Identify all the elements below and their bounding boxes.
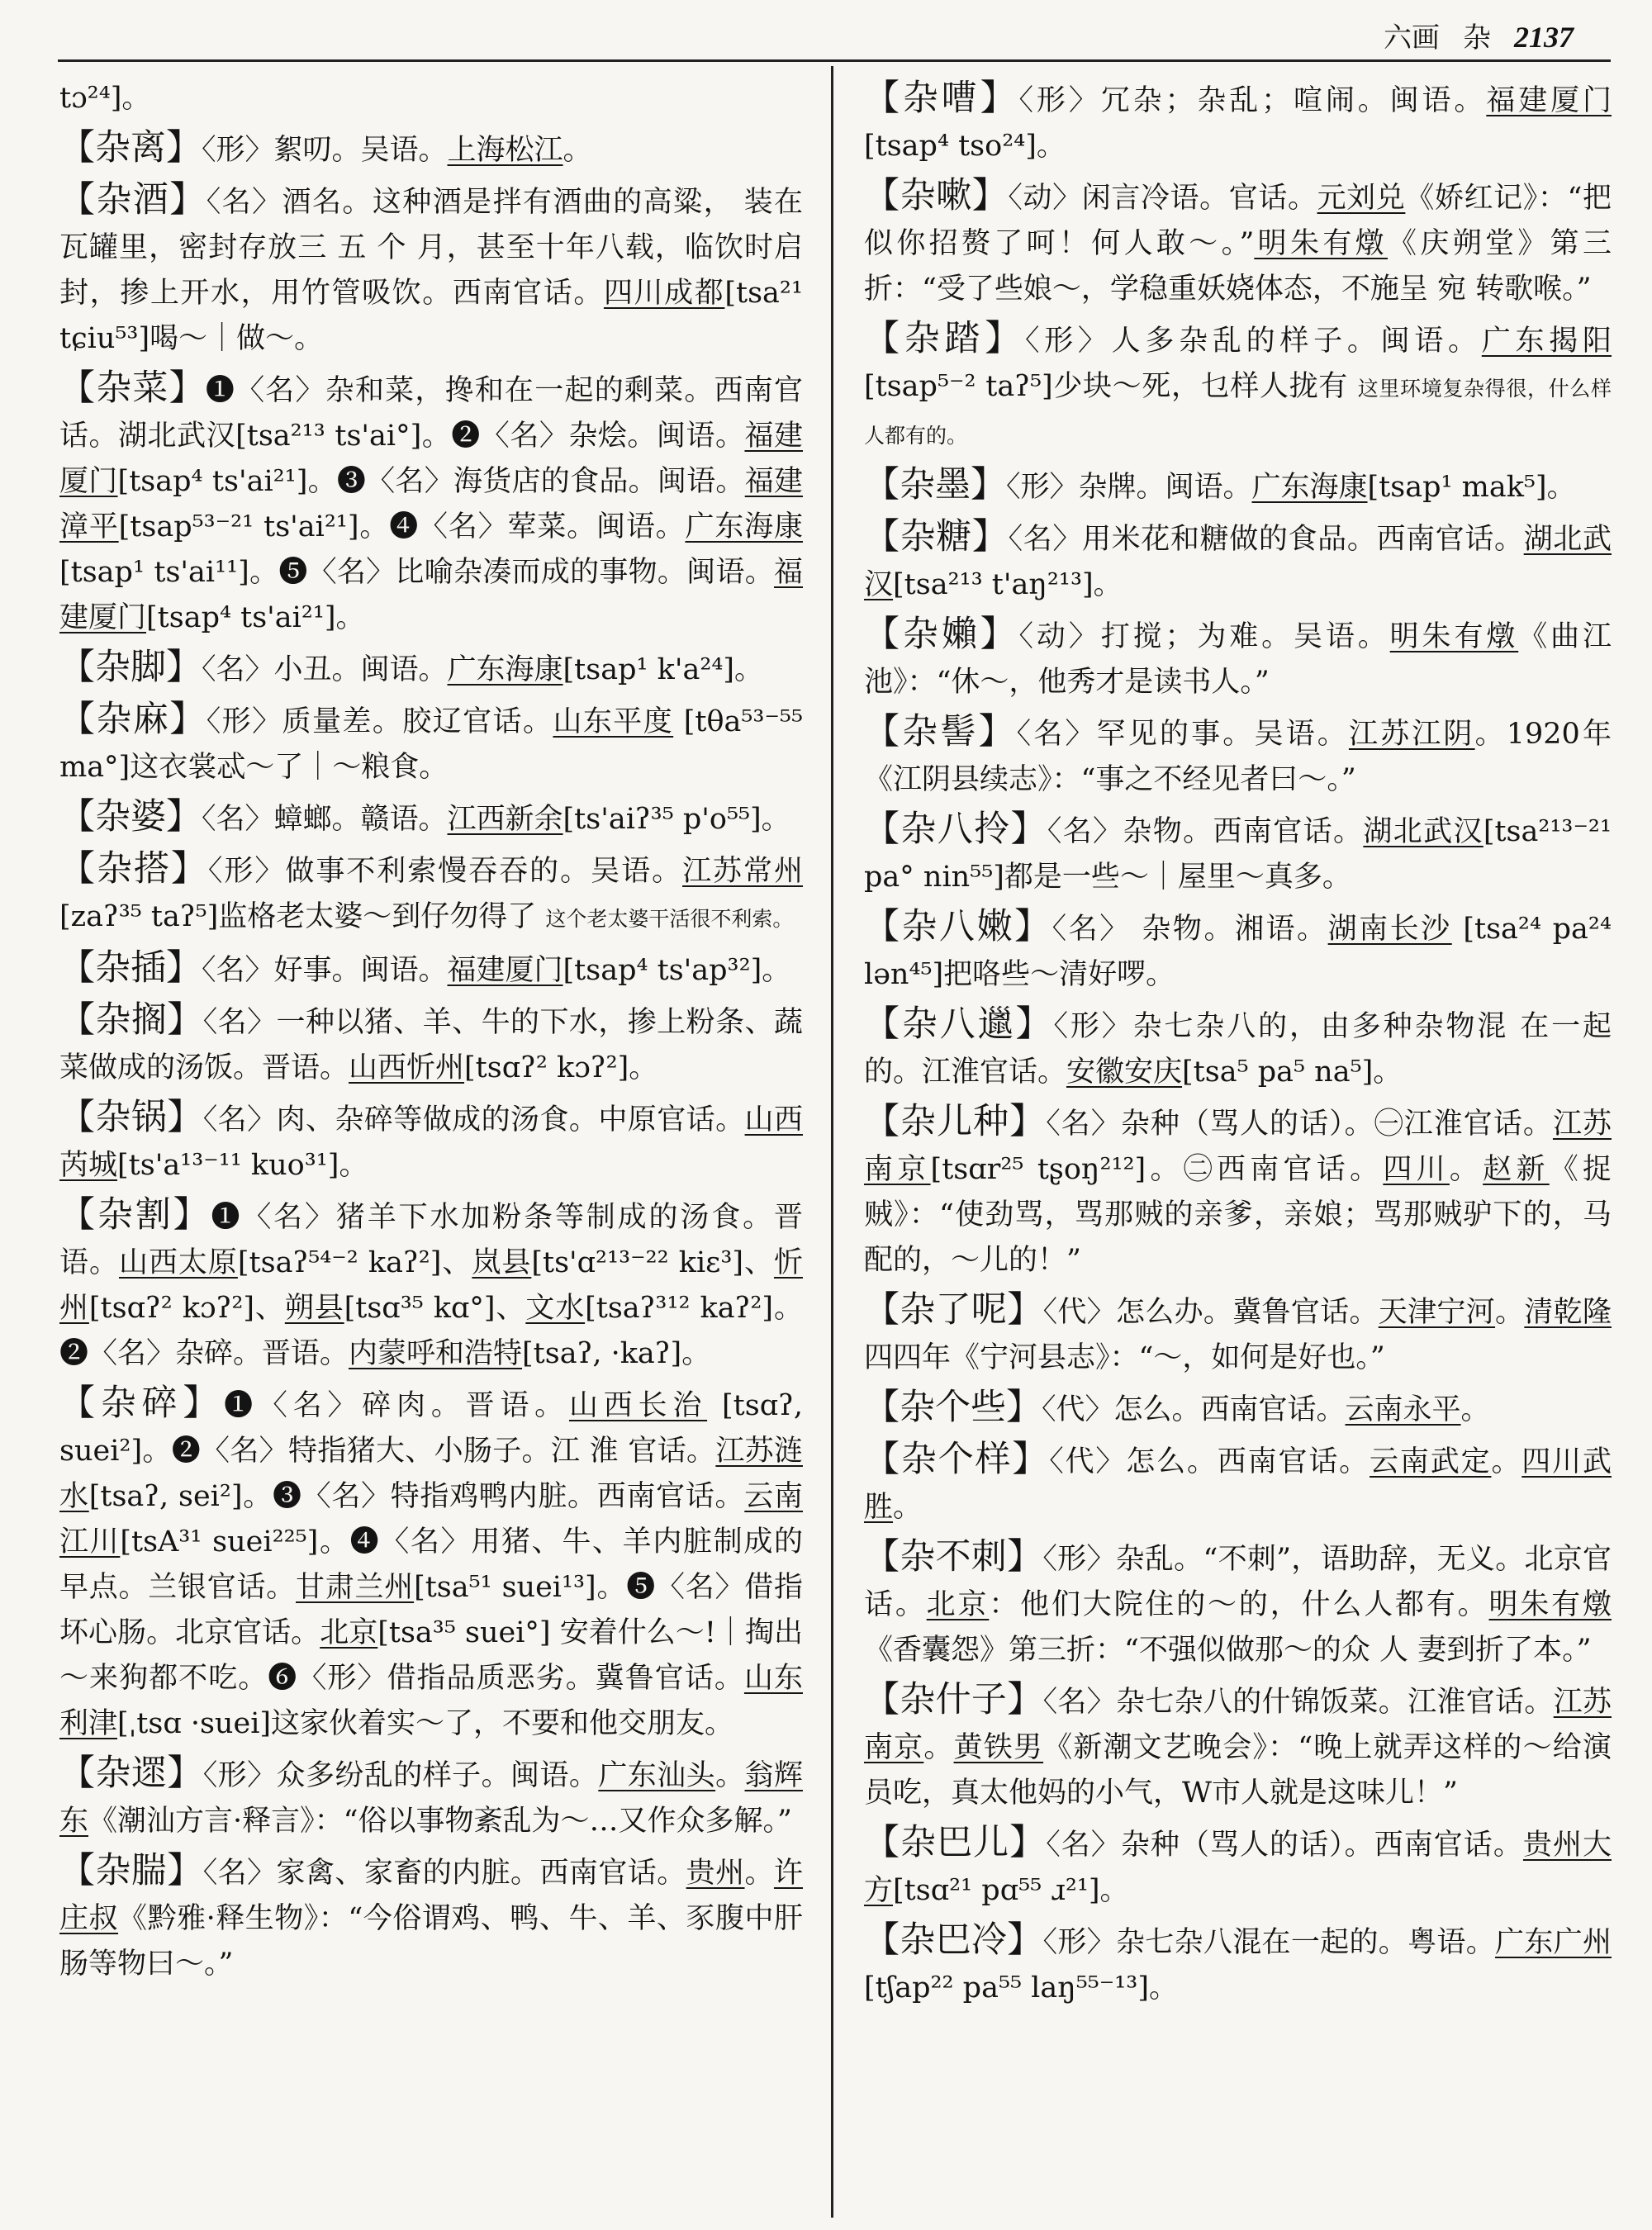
header-rule xyxy=(58,59,1611,62)
dictionary-entry xyxy=(864,1820,1612,1914)
entry-headword: 【杂锅】 xyxy=(59,1097,203,1138)
entry-text: 〈动〉打搅；为难。吴语。 xyxy=(1018,620,1390,653)
entry-text: 〈形〉众多纷乱的样子。闽语。 xyxy=(202,1759,599,1792)
entry-headword: 【杂糖】 xyxy=(864,516,1009,558)
entry-text: 《娇红记》：“把似你招赘了呵！何人敢～。” xyxy=(864,182,1612,260)
dictionary-entry xyxy=(59,847,803,942)
entry-text: 〈形〉人多杂乱的样子。闽语。 xyxy=(1024,325,1482,358)
dictionary-entry xyxy=(864,807,1612,900)
place-name: 北京 xyxy=(320,1616,378,1649)
entry-text: 。1920年《江阴县续志》：“事之不经见者曰～。” xyxy=(864,718,1612,796)
entry-text: [tsa²⁴ pa²⁴ lən⁴⁵]把咯些～清好啰。 xyxy=(864,913,1612,991)
dictionary-entry xyxy=(59,697,803,790)
entry-text: 〈形〉杂牌。闽语。 xyxy=(1006,471,1252,504)
dictionary-entry xyxy=(59,1381,803,1747)
dictionary-entry xyxy=(59,126,803,173)
entry-text: [tʃap²² pa⁵⁵ laŋ⁵⁵⁻¹³]。 xyxy=(864,1971,1178,2005)
entry-text: 〈代〉怎么。西南官话。 xyxy=(1049,1445,1370,1478)
place-name: 山东利津 xyxy=(59,1662,803,1740)
entry-text: [tsa⁵ pa⁵ na⁵]。 xyxy=(1182,1056,1403,1089)
entry-text: [tsap¹ mak⁵]。 xyxy=(1367,471,1576,504)
left-column xyxy=(59,76,803,1991)
entry-headword: 【杂个些】 xyxy=(864,1387,1042,1428)
entry-text: 《曲江池》：“休～，他秀才是读书人。” xyxy=(864,620,1612,699)
entry-headword: 【杂碎】 xyxy=(59,1383,225,1424)
entry-text: [ts'aiʔ³⁵ p'o⁵⁵]。 xyxy=(563,803,790,836)
place-name: 许庄叔 xyxy=(59,1857,803,1935)
entry-headword: 【杂墨】 xyxy=(864,464,1006,505)
entry-text: 〈形〉杂乱。“不刺”，语助辞，无义。北京官话。 xyxy=(864,1543,1612,1621)
entry-text: 这个老太婆干活很不利索。 xyxy=(545,907,794,931)
place-name: 明朱有燉 xyxy=(1488,1588,1612,1621)
place-name: 福建厦门 xyxy=(447,954,563,987)
entry-text: 《香囊怨》第三折：“不强似做那～的众 人 妻到折了本。” xyxy=(864,1634,1592,1667)
entry-text: [tsap⁴ tso²⁴]。 xyxy=(864,130,1066,163)
entry-text: 〈名〉杂种（骂人的话）。㊀江淮官话。 xyxy=(1046,1108,1553,1141)
dictionary-entry xyxy=(864,76,1612,169)
page-number: 2137 xyxy=(1514,21,1574,54)
dictionary-entry xyxy=(59,998,803,1091)
entry-headword: 【杂酒】 xyxy=(59,179,206,221)
place-name: 忻州 xyxy=(59,1246,803,1325)
entry-headword: 【杂个样】 xyxy=(864,1439,1050,1480)
entry-text: [tsɑʔ² kɔʔ²]。 xyxy=(464,1051,658,1084)
place-name: 江苏南京 xyxy=(864,1686,1612,1764)
entry-text: [tsɑr²⁵ tʂoŋ²¹²]。㊁西南官话。 xyxy=(930,1153,1384,1186)
place-name: 贵州大方 xyxy=(864,1829,1612,1907)
dictionary-entry xyxy=(864,515,1612,608)
dictionary-entry xyxy=(864,1677,1612,1816)
entry-text: 。 xyxy=(1460,1393,1490,1426)
right-column xyxy=(864,76,1612,2015)
entry-text: [tsɑʔ, suei²]。❷〈名〉特指猪大、小肠子。江 淮 官话。 xyxy=(59,1389,803,1468)
entry-text: 。 xyxy=(893,1491,923,1524)
entry-text: 〈代〉怎么办。冀鲁官话。 xyxy=(1042,1296,1379,1329)
entry-text: [tsap⁴ ts'ai²¹]。❸〈名〉海货店的食品。闽语。 xyxy=(117,465,745,498)
place-name: 山东平度 xyxy=(553,705,674,738)
entry-text: 《黔雅·释生物》：“今俗谓鸡、鸭、牛、羊、豕腹中肝肠等物曰～。” xyxy=(59,1902,803,1981)
dictionary-entry xyxy=(59,1095,803,1189)
entry-text: [tsA³¹ suei²²⁵]。❹〈名〉用猪、牛、羊内脏制成的早点。兰银官话。 xyxy=(59,1525,803,1604)
place-name: 广东海康 xyxy=(447,653,563,686)
entry-text: 。 xyxy=(923,1731,954,1764)
place-name: 广东海康 xyxy=(1251,471,1368,504)
entry-text: [tθa⁵³⁻⁵⁵ ma°]这衣裳忒～了｜～粮食。 xyxy=(59,705,803,784)
entry-text: [tsa⁵¹ suei¹³]。❺〈名〉借指坏心肠。北京官话。 xyxy=(59,1571,803,1649)
place-name: 湖北武汉 xyxy=(1363,815,1483,848)
dictionary-entry xyxy=(864,1099,1612,1283)
entry-text: 〈形〉杂七杂八混在一起的。粤语。 xyxy=(1042,1926,1496,1959)
place-name: 赵新 xyxy=(1483,1153,1550,1186)
place-name: 广东汕头 xyxy=(598,1759,716,1792)
dictionary-entry xyxy=(864,1002,1612,1095)
place-name: 山西长治 xyxy=(568,1389,708,1422)
dictionary-entry xyxy=(864,1918,1612,2011)
place-name: 安徽安庆 xyxy=(1066,1056,1183,1089)
place-name: 四川武胜 xyxy=(864,1445,1612,1524)
dictionary-entry xyxy=(59,76,803,121)
place-name: 上海松江 xyxy=(447,134,563,167)
entry-headword: 【杂八邋】 xyxy=(864,1004,1054,1045)
entry-text: 〈名〉蟑螂。赣语。 xyxy=(202,803,448,836)
entry-text: 〈形〉做事不利索慢吞吞的。吴语。 xyxy=(207,855,683,888)
entry-text: 〈形〉质量差。胶辽官话。 xyxy=(206,705,553,738)
entry-text: 《潮汕方言·释言》：“俗以事物紊乱为～…又作众多解。” xyxy=(88,1805,792,1838)
entry-text: 四四年《宁河县志》：“～，如何是好也。” xyxy=(864,1341,1385,1374)
entry-headword: 【杂嬾】 xyxy=(864,614,1019,655)
entry-text: 这里环境复杂得很，什么样人都有的。 xyxy=(864,377,1612,448)
entry-headword: 【杂巴冷】 xyxy=(864,1919,1043,1961)
place-name: 广东揭阳 xyxy=(1481,325,1612,358)
place-name: 贵州 xyxy=(686,1857,745,1890)
dictionary-entry xyxy=(864,173,1612,312)
place-name: 云南江川 xyxy=(59,1480,803,1559)
dictionary-entry xyxy=(864,612,1612,705)
entry-headword: 【杂嘈】 xyxy=(864,78,1019,119)
place-name: 翁辉东 xyxy=(59,1759,803,1838)
entry-headword: 【杂割】 xyxy=(59,1194,211,1236)
entry-text: 〈形〉冗杂；杂乱；喧闹。闽语。 xyxy=(1018,84,1487,117)
dictionary-entry xyxy=(59,795,803,842)
place-name: 山西太原 xyxy=(118,1246,238,1279)
running-header xyxy=(1384,15,1574,55)
dictionary-entry xyxy=(59,1193,803,1377)
entry-text: [tsa²¹³⁻²¹ pa° nin⁵⁵]都是一些～｜屋里～真多。 xyxy=(864,815,1612,894)
entry-text: [tsaʔ, sei²]。❸〈名〉特指鸡鸭内脏。西南官话。 xyxy=(88,1480,745,1513)
entry-text: 〈形〉絮叨。吴语。 xyxy=(202,134,448,167)
entry-headword: 【杂巴儿】 xyxy=(864,1822,1047,1863)
place-name: 岚县 xyxy=(472,1246,532,1279)
header-char: 杂 xyxy=(1463,21,1491,55)
place-name: 明朱有燉 xyxy=(1254,227,1388,260)
entry-text: [tsap¹ ts'ai¹¹]。❺〈名〉比喻杂凑而成的事物。闽语。 xyxy=(59,556,774,589)
place-name: 四川 xyxy=(1383,1153,1450,1186)
entry-text: [tsa²¹ tɕiu⁵³]喝～｜做～。 xyxy=(59,277,803,355)
entry-headword: 【杂脚】 xyxy=(59,647,202,688)
entry-text: 。 xyxy=(1491,1445,1522,1478)
dictionary-entry xyxy=(59,1848,803,1987)
entry-headword: 【杂离】 xyxy=(59,127,202,168)
entry-text: 。 xyxy=(1449,1153,1483,1186)
place-name: 朔县 xyxy=(284,1292,344,1325)
dictionary-entry xyxy=(59,645,803,693)
entry-text: ：他们大院住的～的，什么人都有。 xyxy=(989,1588,1489,1621)
place-name: 江苏常州 xyxy=(682,855,803,888)
entry-headword: 【杂腨】 xyxy=(59,1850,203,1891)
entry-headword: 【杂儿种】 xyxy=(864,1101,1047,1142)
entry-headword: 【杂八拎】 xyxy=(864,809,1047,850)
dictionary-entry xyxy=(864,316,1612,458)
entry-text: 〈名〉小丑。闽语。 xyxy=(202,653,448,686)
entry-text: 。 xyxy=(715,1759,745,1792)
dictionary-entry xyxy=(864,1535,1612,1673)
place-name: 文水 xyxy=(525,1292,586,1325)
place-name: 湖北武汉 xyxy=(864,523,1612,601)
entry-headword: 【杂髻】 xyxy=(864,711,1017,752)
entry-text: tɔ²⁴]。 xyxy=(59,82,151,115)
entry-text: 〈名〉家禽、家畜的内脏。西南官话。 xyxy=(202,1857,686,1890)
entry-text: 〈名〉肉、杂碎等做成的汤食。中原官话。 xyxy=(202,1103,745,1136)
entry-text: [ts'ɑ²¹³⁻²² kiɛ³]、 xyxy=(531,1246,774,1279)
entry-text: 〈名〉 杂物。湘语。 xyxy=(1051,913,1328,946)
entry-headword: 【杂嗽】 xyxy=(864,175,1009,216)
entry-text: 〈名〉杂种（骂人的话）。西南官话。 xyxy=(1046,1829,1523,1862)
entry-text: [tsaʔ, ·kaʔ]。 xyxy=(522,1337,711,1370)
place-name: 福建厦门 xyxy=(59,556,803,634)
dictionary-entry xyxy=(864,1385,1612,1433)
entry-text: [zaʔ³⁵ taʔ⁵]监格老太婆～到仔勿得了 xyxy=(59,900,546,933)
dictionary-entry xyxy=(864,463,1612,510)
entry-headword: 【杂麻】 xyxy=(59,699,206,740)
entry-text: [ˌtsɑ ·suei]这家伙着实～了，不要和他交朋友。 xyxy=(117,1707,734,1740)
place-name: 云南武定 xyxy=(1370,1445,1492,1478)
dictionary-entry xyxy=(59,178,803,362)
column-divider xyxy=(831,66,833,2218)
entry-text: ❶〈名〉猪羊下水加粉条等制成的汤食。晋语。 xyxy=(59,1201,803,1279)
place-name: 福建漳平 xyxy=(59,465,803,543)
entry-headword: 【杂菜】 xyxy=(59,368,206,409)
entry-text: 。 xyxy=(1495,1296,1525,1329)
place-name: 黄铁男 xyxy=(953,1731,1044,1764)
entry-text: [ts'a¹³⁻¹¹ kuo³¹]。 xyxy=(117,1149,368,1182)
entry-text: [tsɑ²¹ pɑ⁵⁵ ɹ²¹]。 xyxy=(893,1874,1129,1907)
entry-text: 〈名〉好事。闽语。 xyxy=(202,954,448,987)
entry-text: 〈代〉怎么。西南官话。 xyxy=(1042,1393,1346,1426)
place-name: 明朱有燉 xyxy=(1389,620,1519,653)
entry-text: ❶〈名〉碎肉。晋语。 xyxy=(224,1389,569,1422)
place-name: 内蒙呼和浩特 xyxy=(349,1337,523,1370)
dictionary-entry xyxy=(864,709,1612,803)
entry-headword: 【杂婆】 xyxy=(59,796,202,837)
place-name: 福建厦门 xyxy=(59,420,803,498)
place-name: 山西芮城 xyxy=(59,1103,803,1182)
place-name: 江苏南京 xyxy=(864,1108,1612,1186)
dictionary-entry xyxy=(864,1437,1612,1530)
dictionary-entry xyxy=(59,946,803,994)
entry-text: 〈名〉酒名。这种酒是拌有酒曲的高粱， 装在瓦罐里，密封存放三 五 个 月，甚至十年八载，临饮时启封，掺上开水，用竹管吸饮。西南官话。 xyxy=(59,186,803,310)
entry-text: [tsap⁵⁻² taʔ⁵]少块～死，乜样人拢有 xyxy=(864,370,1358,403)
entry-headword: 【杂不刺】 xyxy=(864,1536,1043,1578)
entry-headword: 【杂遝】 xyxy=(59,1753,203,1794)
entry-headword: 【杂什子】 xyxy=(864,1679,1043,1720)
entry-text: 。 xyxy=(744,1857,774,1890)
place-name: 湖南长沙 xyxy=(1327,913,1452,946)
entry-text: [tsa²¹³ t'aŋ²¹³]。 xyxy=(893,568,1123,601)
entry-text: [tsa³⁵ suei°] 安着什么～!｜掏出～来狗都不吃。❻〈形〉借指品质恶劣。冀鲁官话。 xyxy=(59,1616,803,1695)
header-section: 六画 xyxy=(1384,21,1440,55)
entry-text: 《新潮文艺晚会》：“晚上就弄这样的～给演员吃，真太他妈的小气，W市人就是这味儿！” xyxy=(864,1731,1612,1810)
entry-text: 〈名〉用米花和糖做的食品。西南官话。 xyxy=(1008,523,1524,556)
entry-text: 〈名〉罕见的事。吴语。 xyxy=(1016,718,1349,751)
place-name: 山西忻州 xyxy=(349,1051,465,1084)
place-name: 北京 xyxy=(926,1588,990,1621)
entry-text: [tsaʔ⁵⁴⁻² kaʔ²]、 xyxy=(237,1246,472,1279)
entry-text: 《庆朔堂》第三折：“受了些娘～，学稳重妖娆体态，不施呈 宛 转歌喉。” xyxy=(864,227,1612,306)
place-name: 江苏涟水 xyxy=(59,1435,803,1513)
entry-headword: 【杂八嫩】 xyxy=(864,906,1052,947)
entry-text: 〈名〉杂七杂八的什锦饭菜。江淮官话。 xyxy=(1042,1686,1554,1719)
place-name: 云南永平 xyxy=(1345,1393,1461,1426)
entry-text: [tsap¹ k'a²⁴]。 xyxy=(563,653,764,686)
place-name: 天津宁河 xyxy=(1378,1296,1496,1329)
entry-text: 《捉贼》：“使劲骂，骂那贼的亲爹，亲娘；骂那贼驴下的，马配的，～儿的！” xyxy=(864,1153,1612,1277)
entry-text: [tsɑʔ² kɔʔ²]、 xyxy=(88,1292,285,1325)
dictionary-entry xyxy=(59,1751,803,1844)
entry-text: 。 xyxy=(563,134,592,167)
entry-text: 〈名〉一种以猪、羊、牛的下水，掺上粉条、蔬菜做成的汤饭。晋语。 xyxy=(59,1006,803,1084)
entry-text: [tsap⁵³⁻²¹ ts'ai²¹]。❹〈名〉荤菜。闽语。 xyxy=(118,510,686,543)
dictionary-entry xyxy=(59,366,803,641)
entry-text: [tsap⁴ ts'ai²¹]。 xyxy=(146,601,365,634)
entry-headword: 【杂搁】 xyxy=(59,999,203,1041)
entry-text: [tsap⁴ ts'ap³²]。 xyxy=(563,954,791,987)
place-name: 福建厦门 xyxy=(1486,84,1612,117)
place-name: 四川成都 xyxy=(603,277,725,310)
entry-text: ❶〈名〉杂和菜，搀和在一起的剩菜。西南官话。湖北武汉[tsa²¹³ ts'ai°]。❷〈名〉杂烩。闽语。 xyxy=(59,374,803,453)
place-name: 广东广州 xyxy=(1495,1926,1612,1959)
entry-text: 〈名〉杂物。西南官话。 xyxy=(1047,815,1364,848)
place-name: 清乾隆 xyxy=(1524,1296,1612,1329)
entry-headword: 【杂插】 xyxy=(59,947,202,989)
place-name: 江西新余 xyxy=(447,803,563,836)
entry-headword: 【杂了呢】 xyxy=(864,1289,1043,1331)
dictionary-entry xyxy=(864,1288,1612,1381)
entry-text: [tsɑ³⁵ kɑ°]、 xyxy=(344,1292,526,1325)
entry-headword: 【杂踏】 xyxy=(864,318,1025,359)
place-name: 元刘兑 xyxy=(1317,182,1406,215)
entry-headword: 【杂搭】 xyxy=(59,848,208,890)
entry-text: 〈形〉杂七杂八的，由多种杂物混 在一起的。江淮官话。 xyxy=(864,1010,1612,1089)
entry-text: 〈动〉闲言冷语。官话。 xyxy=(1008,182,1317,215)
dictionary-entry xyxy=(864,904,1612,998)
place-name: 江苏江阴 xyxy=(1348,718,1475,751)
place-name: 广东海康 xyxy=(685,510,803,543)
place-name: 甘肃兰州 xyxy=(296,1571,415,1604)
entry-text: [tsaʔ³¹² kaʔ²]。❷〈名〉杂碎。晋语。 xyxy=(59,1292,803,1370)
